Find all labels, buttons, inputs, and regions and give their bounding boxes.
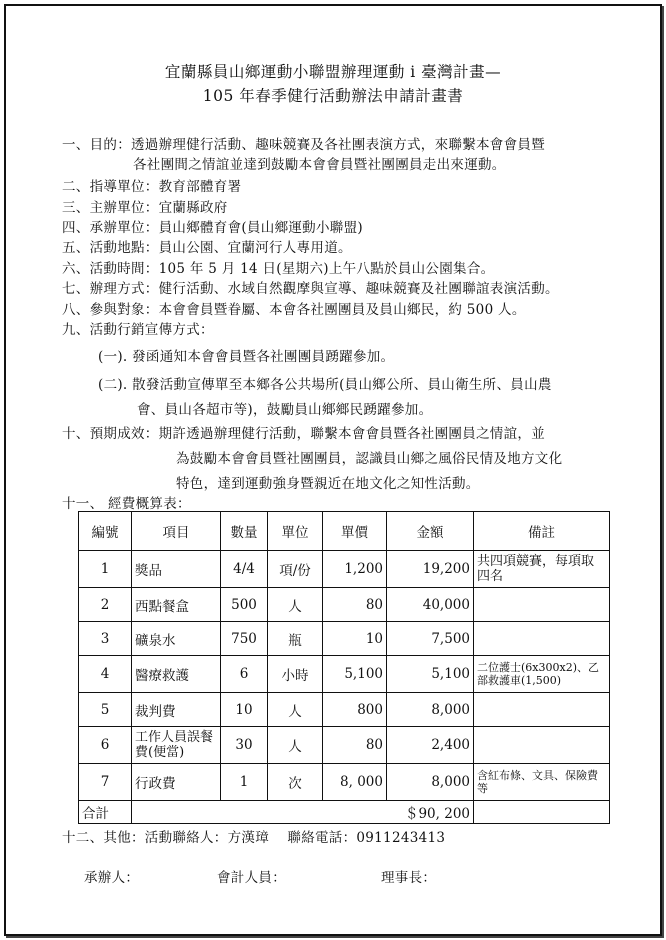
cell-price: 80 bbox=[323, 588, 387, 622]
section-expected-cont1: 為鼓勵本會會員暨社團團員，認識員山鄉之風俗民情及地方文化 bbox=[176, 451, 563, 467]
section-participants: 八、參與對象：本會會員暨眷屬、本會各社團團員及員山鄉民，約 500 人。 bbox=[62, 302, 526, 318]
header-note: 備註 bbox=[474, 512, 610, 551]
section-purpose: 一、目的：透過辦理健行活動、趣味競賽及各社團表演方式，來聯繫本會會員暨 bbox=[62, 137, 545, 153]
header-unit: 單位 bbox=[268, 512, 323, 551]
cell-qty: 500 bbox=[221, 588, 268, 622]
cell-item: 行政費 bbox=[132, 764, 221, 801]
header-price: 單價 bbox=[323, 512, 387, 551]
cell-unit: 小時 bbox=[268, 656, 323, 693]
section-marketing: 九、活動行銷宣傳方式： bbox=[62, 322, 214, 338]
header-no: 編號 bbox=[79, 512, 132, 551]
marketing-item-1: (一). 發函通知本會會員暨各社團團員踴躍參加。 bbox=[98, 349, 395, 365]
cell-no: 4 bbox=[79, 656, 132, 693]
total-label: 合計 bbox=[79, 801, 132, 824]
section-budget: 十一、 經費概算表： bbox=[62, 496, 191, 512]
cell-amount: 5,100 bbox=[387, 656, 474, 693]
doc-title-line1: 宜蘭縣員山鄉運動小聯盟辦理運動 i 臺灣計畫— bbox=[164, 63, 502, 81]
cell-amount: 2,400 bbox=[387, 727, 474, 764]
cell-price: 8, 000 bbox=[323, 764, 387, 801]
section-expected-cont2: 特色，達到運動強身暨親近在地文化之知性活動。 bbox=[176, 476, 480, 492]
cell-unit: 瓶 bbox=[268, 622, 323, 656]
total-note bbox=[474, 801, 610, 824]
budget-table bbox=[78, 511, 610, 824]
cell-unit: 人 bbox=[268, 693, 323, 727]
cell-amount: 40,000 bbox=[387, 588, 474, 622]
marketing-item-2-cont: 會、員山各超市等)，鼓勵員山鄉鄉民踴躍參加。 bbox=[137, 402, 433, 418]
cell-price: 10 bbox=[323, 622, 387, 656]
table-row bbox=[79, 693, 610, 727]
table-header-row bbox=[79, 512, 610, 551]
total-value: ＄90, 200 bbox=[132, 801, 474, 824]
section-guidance: 二、指導單位：教育部體育署 bbox=[62, 179, 242, 195]
table-total-row bbox=[79, 801, 610, 824]
cell-note bbox=[474, 622, 610, 656]
cell-no: 6 bbox=[79, 727, 132, 764]
section-time: 六、活動時間：105 年 5 月 14 日(星期六)上午八點於員山公園集合。 bbox=[62, 261, 495, 277]
cell-qty: 1 bbox=[221, 764, 268, 801]
cell-unit: 人 bbox=[268, 588, 323, 622]
cell-amount: 7,500 bbox=[387, 622, 474, 656]
cell-item: 獎品 bbox=[132, 551, 221, 588]
header-amount: 金額 bbox=[387, 512, 474, 551]
section-method: 七、辦理方式：健行活動、水域自然觀摩與宣導、趣味競賽及社團聯誼表演活動。 bbox=[62, 281, 559, 297]
sign-handler: 承辦人： bbox=[84, 870, 140, 886]
cell-no: 7 bbox=[79, 764, 132, 801]
cell-amount: 8,000 bbox=[387, 764, 474, 801]
cell-no: 2 bbox=[79, 588, 132, 622]
cell-qty: 10 bbox=[221, 693, 268, 727]
cell-price: 800 bbox=[323, 693, 387, 727]
cell-amount: 19,200 bbox=[387, 551, 474, 588]
table-row bbox=[79, 764, 610, 801]
cell-no: 1 bbox=[79, 551, 132, 588]
sign-accountant: 會計人員： bbox=[217, 870, 286, 886]
cell-price: 80 bbox=[323, 727, 387, 764]
cell-qty: 6 bbox=[221, 656, 268, 693]
cell-note bbox=[474, 693, 610, 727]
section-expected: 十、預期成效：期許透過辦理健行活動，聯繫本會會員暨各社團團員之情誼，並 bbox=[62, 426, 545, 442]
cell-item: 醫療救護 bbox=[132, 656, 221, 693]
cell-price: 5,100 bbox=[323, 656, 387, 693]
cell-amount: 8,000 bbox=[387, 693, 474, 727]
header-item: 項目 bbox=[132, 512, 221, 551]
table-row bbox=[79, 622, 610, 656]
cell-qty: 4/4 bbox=[221, 551, 268, 588]
cell-item: 裁判費 bbox=[132, 693, 221, 727]
header-qty: 數量 bbox=[221, 512, 268, 551]
cell-unit: 項/份 bbox=[268, 551, 323, 588]
cell-item: 礦泉水 bbox=[132, 622, 221, 656]
cell-unit: 人 bbox=[268, 727, 323, 764]
section-executor: 四、承辦單位：員山鄉體育會(員山鄉運動小聯盟) bbox=[62, 220, 363, 236]
section-purpose-cont: 各社團間之情誼並達到鼓勵本會會員暨社團團員走出來運動。 bbox=[133, 157, 506, 173]
cell-price: 1,200 bbox=[323, 551, 387, 588]
section-location: 五、活動地點：員山公園、宜蘭河行人專用道。 bbox=[62, 240, 352, 256]
cell-no: 3 bbox=[79, 622, 132, 656]
cell-no: 5 bbox=[79, 693, 132, 727]
cell-note: 含紅布條、文具、保險費等 bbox=[474, 764, 610, 801]
cell-unit: 次 bbox=[268, 764, 323, 801]
cell-qty: 30 bbox=[221, 727, 268, 764]
cell-note bbox=[474, 588, 610, 622]
doc-title-line2: 105 年春季健行活動辦法申請計畫書 bbox=[202, 87, 464, 105]
cell-note: 二位護士(6x300x2)、乙部救護車(1,500) bbox=[474, 656, 610, 693]
cell-item: 工作人員誤餐費(便當) bbox=[132, 727, 221, 764]
table-row bbox=[79, 588, 610, 622]
table-row bbox=[79, 727, 610, 764]
cell-note: 共四項競賽，每項取四名 bbox=[474, 551, 610, 588]
sign-chairman: 理事長： bbox=[381, 870, 437, 886]
table-row bbox=[79, 551, 610, 588]
cell-note bbox=[474, 727, 610, 764]
marketing-item-2: (二). 散發活動宣傳單至本鄉各公共場所(員山鄉公所、員山衛生所、員山農 bbox=[98, 377, 552, 393]
section-organizer: 三、主辦單位：宜蘭縣政府 bbox=[62, 200, 228, 216]
table-row bbox=[79, 656, 610, 693]
cell-item: 西點餐盒 bbox=[132, 588, 221, 622]
section-other: 十二、其他：活動聯絡人：方漢璋 聯絡電話：0911243413 bbox=[62, 830, 446, 846]
cell-qty: 750 bbox=[221, 622, 268, 656]
